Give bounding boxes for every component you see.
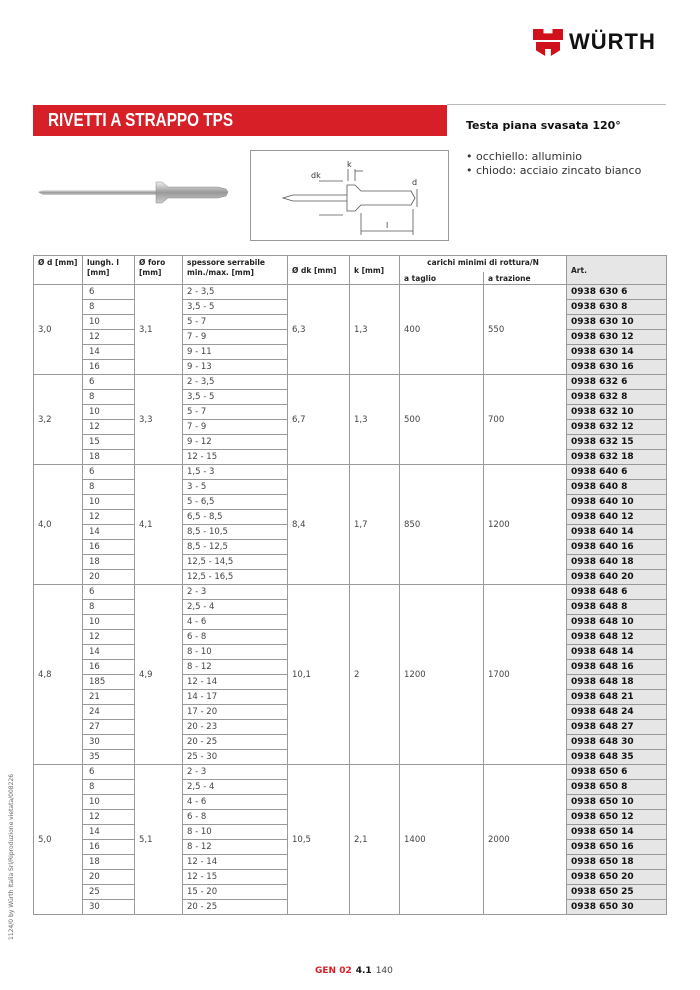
cell-article: 0938 648 21 bbox=[567, 690, 667, 705]
cell-grip-range: 8,5 - 12,5 bbox=[183, 540, 288, 555]
cell-grip-range: 12 - 15 bbox=[183, 870, 288, 885]
cell-grip-range: 2,5 - 4 bbox=[183, 780, 288, 795]
cell-diameter: 4,8 bbox=[34, 585, 83, 765]
page-title: RIVETTI A STRAPPO TPS bbox=[48, 110, 234, 130]
table-row bbox=[34, 375, 667, 390]
cell-grip-range: 7 - 9 bbox=[183, 420, 288, 435]
cell-article: 0938 650 6 bbox=[567, 765, 667, 780]
cell-article: 0938 632 18 bbox=[567, 450, 667, 465]
cell-grip-range: 20 - 25 bbox=[183, 735, 288, 750]
cell-grip-range: 2 - 3,5 bbox=[183, 375, 288, 390]
title-bar bbox=[33, 105, 447, 136]
table-row bbox=[34, 765, 667, 780]
cell-article: 0938 640 16 bbox=[567, 540, 667, 555]
cell-grip-range: 6,5 - 8,5 bbox=[183, 510, 288, 525]
cell-k: 1,3 bbox=[350, 285, 400, 375]
cell-shear: 850 bbox=[400, 465, 484, 585]
cell-article: 0938 630 10 bbox=[567, 315, 667, 330]
cell-length: 16 bbox=[83, 360, 135, 375]
cell-hole: 3,1 bbox=[135, 285, 183, 375]
cell-article: 0938 648 35 bbox=[567, 750, 667, 765]
cell-length: 14 bbox=[83, 525, 135, 540]
cell-grip-range: 20 - 23 bbox=[183, 720, 288, 735]
cell-grip-range: 6 - 8 bbox=[183, 630, 288, 645]
cell-length: 16 bbox=[83, 540, 135, 555]
cell-length: 14 bbox=[83, 825, 135, 840]
d-label: d bbox=[412, 178, 418, 187]
cell-shear: 500 bbox=[400, 375, 484, 465]
cell-article: 0938 640 8 bbox=[567, 480, 667, 495]
header-loads: carichi minimi di rottura/N bbox=[400, 256, 567, 273]
cell-length: 24 bbox=[83, 705, 135, 720]
cell-article: 0938 632 15 bbox=[567, 435, 667, 450]
cell-grip-range: 2,5 - 4 bbox=[183, 600, 288, 615]
cell-grip-range: 2 - 3 bbox=[183, 585, 288, 600]
cell-grip-range: 3,5 - 5 bbox=[183, 390, 288, 405]
cell-article: 0938 640 10 bbox=[567, 495, 667, 510]
cell-article: 0938 650 12 bbox=[567, 810, 667, 825]
cell-grip-range: 9 - 12 bbox=[183, 435, 288, 450]
cell-diameter: 4,0 bbox=[34, 465, 83, 585]
cell-hole: 4,9 bbox=[135, 585, 183, 765]
cell-grip-range: 8 - 12 bbox=[183, 840, 288, 855]
cell-article: 0938 648 27 bbox=[567, 720, 667, 735]
cell-k: 1,3 bbox=[350, 375, 400, 465]
cell-length: 6 bbox=[83, 585, 135, 600]
cell-length: 6 bbox=[83, 375, 135, 390]
page-footer bbox=[315, 966, 393, 976]
cell-grip-range: 8,5 - 10,5 bbox=[183, 525, 288, 540]
cell-article: 0938 648 10 bbox=[567, 615, 667, 630]
cell-article: 0938 640 18 bbox=[567, 555, 667, 570]
cell-length: 8 bbox=[83, 480, 135, 495]
header-tension: a trazione bbox=[484, 272, 567, 285]
header-dk: Ø dk [mm] bbox=[288, 256, 350, 285]
cell-article: 0938 632 10 bbox=[567, 405, 667, 420]
cell-dk: 6,3 bbox=[288, 285, 350, 375]
divider bbox=[447, 104, 666, 105]
cell-grip-range: 25 - 30 bbox=[183, 750, 288, 765]
cell-grip-range: 14 - 17 bbox=[183, 690, 288, 705]
cell-length: 185 bbox=[83, 675, 135, 690]
cell-grip-range: 7 - 9 bbox=[183, 330, 288, 345]
cell-length: 12 bbox=[83, 630, 135, 645]
cell-grip-range: 2 - 3 bbox=[183, 765, 288, 780]
cell-article: 0938 640 12 bbox=[567, 510, 667, 525]
cell-hole: 4,1 bbox=[135, 465, 183, 585]
cell-grip-range: 3,5 - 5 bbox=[183, 300, 288, 315]
cell-length: 6 bbox=[83, 285, 135, 300]
cell-article: 0938 650 18 bbox=[567, 855, 667, 870]
header-shear: a taglio bbox=[400, 272, 484, 285]
subtitle: Testa piana svasata 120° bbox=[466, 119, 621, 132]
cell-dk: 8,4 bbox=[288, 465, 350, 585]
l-label: l bbox=[386, 221, 389, 230]
cell-length: 15 bbox=[83, 435, 135, 450]
cell-grip-range: 2 - 3,5 bbox=[183, 285, 288, 300]
cell-length: 8 bbox=[83, 600, 135, 615]
cell-grip-range: 12 - 15 bbox=[183, 450, 288, 465]
cell-length: 18 bbox=[83, 855, 135, 870]
copyright-note: 1124/0 by Würth Italia Srl/Riproduzione vietata/008226 bbox=[8, 773, 15, 940]
cell-length: 27 bbox=[83, 720, 135, 735]
cell-length: 6 bbox=[83, 465, 135, 480]
cell-article: 0938 648 16 bbox=[567, 660, 667, 675]
cell-article: 0938 650 16 bbox=[567, 840, 667, 855]
cell-grip-range: 12,5 - 14,5 bbox=[183, 555, 288, 570]
cell-grip-range: 9 - 13 bbox=[183, 360, 288, 375]
wurth-logo-icon bbox=[533, 27, 563, 57]
cell-grip-range: 5 - 7 bbox=[183, 405, 288, 420]
cell-tension: 1700 bbox=[484, 585, 567, 765]
wurth-logo bbox=[533, 27, 656, 57]
table-row bbox=[34, 585, 667, 600]
k-label: k bbox=[347, 160, 352, 169]
cell-grip-range: 5 - 6,5 bbox=[183, 495, 288, 510]
cell-k: 2 bbox=[350, 585, 400, 765]
cell-article: 0938 650 10 bbox=[567, 795, 667, 810]
cell-article: 0938 648 24 bbox=[567, 705, 667, 720]
specs-table bbox=[33, 255, 667, 915]
brand-name: WÜRTH bbox=[569, 29, 656, 54]
cell-length: 16 bbox=[83, 840, 135, 855]
cell-length: 10 bbox=[83, 315, 135, 330]
cell-grip-range: 12 - 14 bbox=[183, 855, 288, 870]
cell-grip-range: 3 - 5 bbox=[183, 480, 288, 495]
cell-article: 0938 632 12 bbox=[567, 420, 667, 435]
cell-article: 0938 650 20 bbox=[567, 870, 667, 885]
cell-length: 20 bbox=[83, 870, 135, 885]
cell-length: 20 bbox=[83, 570, 135, 585]
cell-length: 14 bbox=[83, 345, 135, 360]
cell-article: 0938 630 14 bbox=[567, 345, 667, 360]
cell-shear: 1200 bbox=[400, 585, 484, 765]
cell-article: 0938 630 6 bbox=[567, 285, 667, 300]
cell-length: 21 bbox=[83, 690, 135, 705]
cell-article: 0938 650 8 bbox=[567, 780, 667, 795]
cell-grip-range: 1,5 - 3 bbox=[183, 465, 288, 480]
cell-article: 0938 630 16 bbox=[567, 360, 667, 375]
header-hole: Ø foro [mm] bbox=[135, 256, 183, 285]
technical-drawing bbox=[250, 150, 449, 241]
cell-grip-range: 8 - 10 bbox=[183, 645, 288, 660]
header-grip: spessore serrabile min./max. [mm] bbox=[183, 256, 288, 285]
cell-length: 10 bbox=[83, 615, 135, 630]
cell-length: 18 bbox=[83, 450, 135, 465]
feature-list bbox=[466, 150, 641, 178]
cell-k: 2,1 bbox=[350, 765, 400, 915]
cell-article: 0938 632 8 bbox=[567, 390, 667, 405]
cell-hole: 5,1 bbox=[135, 765, 183, 915]
cell-length: 12 bbox=[83, 420, 135, 435]
cell-article: 0938 632 6 bbox=[567, 375, 667, 390]
cell-tension: 2000 bbox=[484, 765, 567, 915]
table-row bbox=[34, 465, 667, 480]
cell-grip-range: 15 - 20 bbox=[183, 885, 288, 900]
cell-length: 30 bbox=[83, 735, 135, 750]
cell-article: 0938 648 18 bbox=[567, 675, 667, 690]
cell-k: 1,7 bbox=[350, 465, 400, 585]
rivet-photo bbox=[38, 180, 238, 210]
cell-length: 8 bbox=[83, 300, 135, 315]
cell-length: 8 bbox=[83, 780, 135, 795]
cell-tension: 1200 bbox=[484, 465, 567, 585]
table-row bbox=[34, 285, 667, 300]
cell-length: 12 bbox=[83, 810, 135, 825]
footer-chapter: 4.1 bbox=[355, 966, 372, 976]
cell-article: 0938 650 14 bbox=[567, 825, 667, 840]
feature-item: • chiodo: acciaio zincato bianco bbox=[466, 164, 641, 178]
header-k: k [mm] bbox=[350, 256, 400, 285]
cell-dk: 6,7 bbox=[288, 375, 350, 465]
cell-length: 35 bbox=[83, 750, 135, 765]
cell-length: 16 bbox=[83, 660, 135, 675]
cell-dk: 10,1 bbox=[288, 585, 350, 765]
cell-grip-range: 8 - 12 bbox=[183, 660, 288, 675]
cell-article: 0938 630 12 bbox=[567, 330, 667, 345]
footer-section: GEN 02 bbox=[315, 966, 352, 976]
cell-diameter: 3,2 bbox=[34, 375, 83, 465]
cell-length: 6 bbox=[83, 765, 135, 780]
dk-label: dk bbox=[311, 171, 321, 180]
cell-article: 0938 650 25 bbox=[567, 885, 667, 900]
cell-article: 0938 648 30 bbox=[567, 735, 667, 750]
cell-grip-range: 8 - 10 bbox=[183, 825, 288, 840]
cell-article: 0938 630 8 bbox=[567, 300, 667, 315]
feature-item: • occhiello: alluminio bbox=[466, 150, 641, 164]
cell-tension: 550 bbox=[484, 285, 567, 375]
header-d: Ø d [mm] bbox=[34, 256, 83, 285]
cell-article: 0938 648 12 bbox=[567, 630, 667, 645]
cell-length: 14 bbox=[83, 645, 135, 660]
cell-article: 0938 648 8 bbox=[567, 600, 667, 615]
cell-shear: 400 bbox=[400, 285, 484, 375]
cell-length: 8 bbox=[83, 390, 135, 405]
cell-grip-range: 12,5 - 16,5 bbox=[183, 570, 288, 585]
cell-length: 30 bbox=[83, 900, 135, 915]
cell-tension: 700 bbox=[484, 375, 567, 465]
cell-article: 0938 640 20 bbox=[567, 570, 667, 585]
cell-length: 10 bbox=[83, 495, 135, 510]
cell-grip-range: 17 - 20 bbox=[183, 705, 288, 720]
cell-article: 0938 650 30 bbox=[567, 900, 667, 915]
cell-length: 18 bbox=[83, 555, 135, 570]
cell-grip-range: 9 - 11 bbox=[183, 345, 288, 360]
cell-grip-range: 6 - 8 bbox=[183, 810, 288, 825]
cell-length: 25 bbox=[83, 885, 135, 900]
cell-diameter: 5,0 bbox=[34, 765, 83, 915]
header-length: lungh. l [mm] bbox=[83, 256, 135, 285]
cell-length: 12 bbox=[83, 510, 135, 525]
header-art: Art. bbox=[567, 256, 667, 285]
cell-article: 0938 640 14 bbox=[567, 525, 667, 540]
cell-diameter: 3,0 bbox=[34, 285, 83, 375]
cell-length: 12 bbox=[83, 330, 135, 345]
cell-dk: 10,5 bbox=[288, 765, 350, 915]
cell-grip-range: 4 - 6 bbox=[183, 615, 288, 630]
cell-grip-range: 20 - 25 bbox=[183, 900, 288, 915]
cell-shear: 1400 bbox=[400, 765, 484, 915]
cell-length: 10 bbox=[83, 405, 135, 420]
cell-hole: 3,3 bbox=[135, 375, 183, 465]
cell-length: 10 bbox=[83, 795, 135, 810]
cell-article: 0938 648 14 bbox=[567, 645, 667, 660]
cell-article: 0938 648 6 bbox=[567, 585, 667, 600]
page-number: 140 bbox=[375, 966, 393, 976]
cell-grip-range: 12 - 14 bbox=[183, 675, 288, 690]
cell-grip-range: 5 - 7 bbox=[183, 315, 288, 330]
cell-article: 0938 640 6 bbox=[567, 465, 667, 480]
cell-grip-range: 4 - 6 bbox=[183, 795, 288, 810]
